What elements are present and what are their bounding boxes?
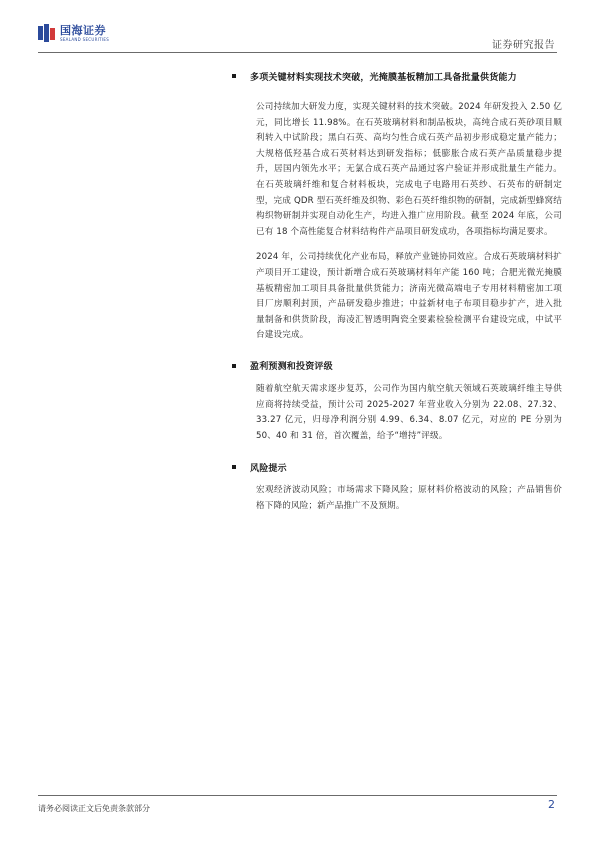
section-tech-breakthrough bbox=[232, 63, 562, 344]
section-body bbox=[232, 100, 562, 344]
section-heading-text: 多项关键材料实现技术突破，光掩膜基板精加工具备批量供货能力 bbox=[250, 72, 517, 83]
header-divider bbox=[38, 52, 557, 53]
paragraph: 宏观经济波动风险；市场需求下降风险；原材料价格波动的风险；产品销售价格下降的风险；新产品推广不及预期。 bbox=[256, 485, 562, 511]
logo-name-en: SEALAND SECURITIES bbox=[60, 36, 110, 42]
square-bullet-icon bbox=[232, 364, 236, 368]
paragraph: 公司持续加大研发力度，实现关键材料的技术突破。2024 年研发投入 2.50 亿元，同比增长 11.98%。在石英玻璃材料和制品板块，高纯合成石英砂项目顺利转入中试阶段；黑白石英、高均匀性合成石英产品初步形成稳定量产能力；大规格低羟基合成石英材料达到研发指标；低膨胀合成石英产品质量稳步提升，居国内领先水平；无氯合成石英产品通过客户验证并形成批量生产能力。在石英玻璃纤维和复合材料板块，完成电子电路用石英纱、石英布的研制定型，完成 QDR 型石英纤维及织物、彩色石英纤维织物的研制，完成新型蜂窝结构织物研制并实现自动化生产，均进入推广应用阶段。截至 2024 年底，公司已有 18 个高性能复合材料结构件产品项目研发成功，各项指标均满足要求。 bbox=[256, 102, 562, 237]
report-content bbox=[232, 60, 562, 524]
section-body bbox=[232, 382, 562, 444]
document-type-label: 证券研究报告 bbox=[492, 40, 555, 51]
section-heading bbox=[232, 454, 562, 480]
section-heading bbox=[232, 63, 562, 89]
page-number: 2 bbox=[548, 798, 555, 811]
sealand-logo-icon bbox=[38, 24, 56, 42]
square-bullet-icon bbox=[232, 74, 236, 78]
logo-name-cn: 国海证券 bbox=[60, 23, 106, 37]
company-logo bbox=[38, 24, 109, 42]
section-heading-text: 风险提示 bbox=[250, 463, 287, 474]
section-heading bbox=[232, 353, 562, 379]
paragraph: 2024 年，公司持续优化产业布局，释放产业链协同效应。合成石英玻璃材料扩产项目开工建设，预计新增合成石英玻璃材料年产能 160 吨；合肥光微光掩膜基板精密加工项目具备批量供货能力；济南光微高端电子专用材料精密加工项目厂房顺利封顶，产品研发稳步推进；中益新材电子布项目稳步扩产，进入批量制备和供货阶段，海凌汇智透明陶瓷全要素检验检测平台建设完成，中试平台建设完成。 bbox=[256, 252, 562, 341]
section-risk-warning bbox=[232, 454, 562, 514]
section-forecast-rating bbox=[232, 353, 562, 444]
paragraph: 随着航空航天需求逐步复苏，公司作为国内航空航天领域石英玻璃纤维主导供应商将持续受益，预计公司 2025-2027 年营业收入分别为 22.08、27.32、33.27 亿元，归母净利润分别 4.99、6.34、8.07 亿元，对应的 PE 分别为 50、40 和 31 倍，首次覆盖，给予“增持”评级。 bbox=[256, 383, 562, 441]
footer-disclaimer: 请务必阅读正文后免责条款部分 bbox=[38, 804, 150, 813]
footer-divider bbox=[38, 795, 557, 796]
section-body bbox=[232, 483, 562, 514]
section-heading-text: 盈利预测和投资评级 bbox=[250, 362, 333, 373]
square-bullet-icon bbox=[232, 465, 236, 469]
